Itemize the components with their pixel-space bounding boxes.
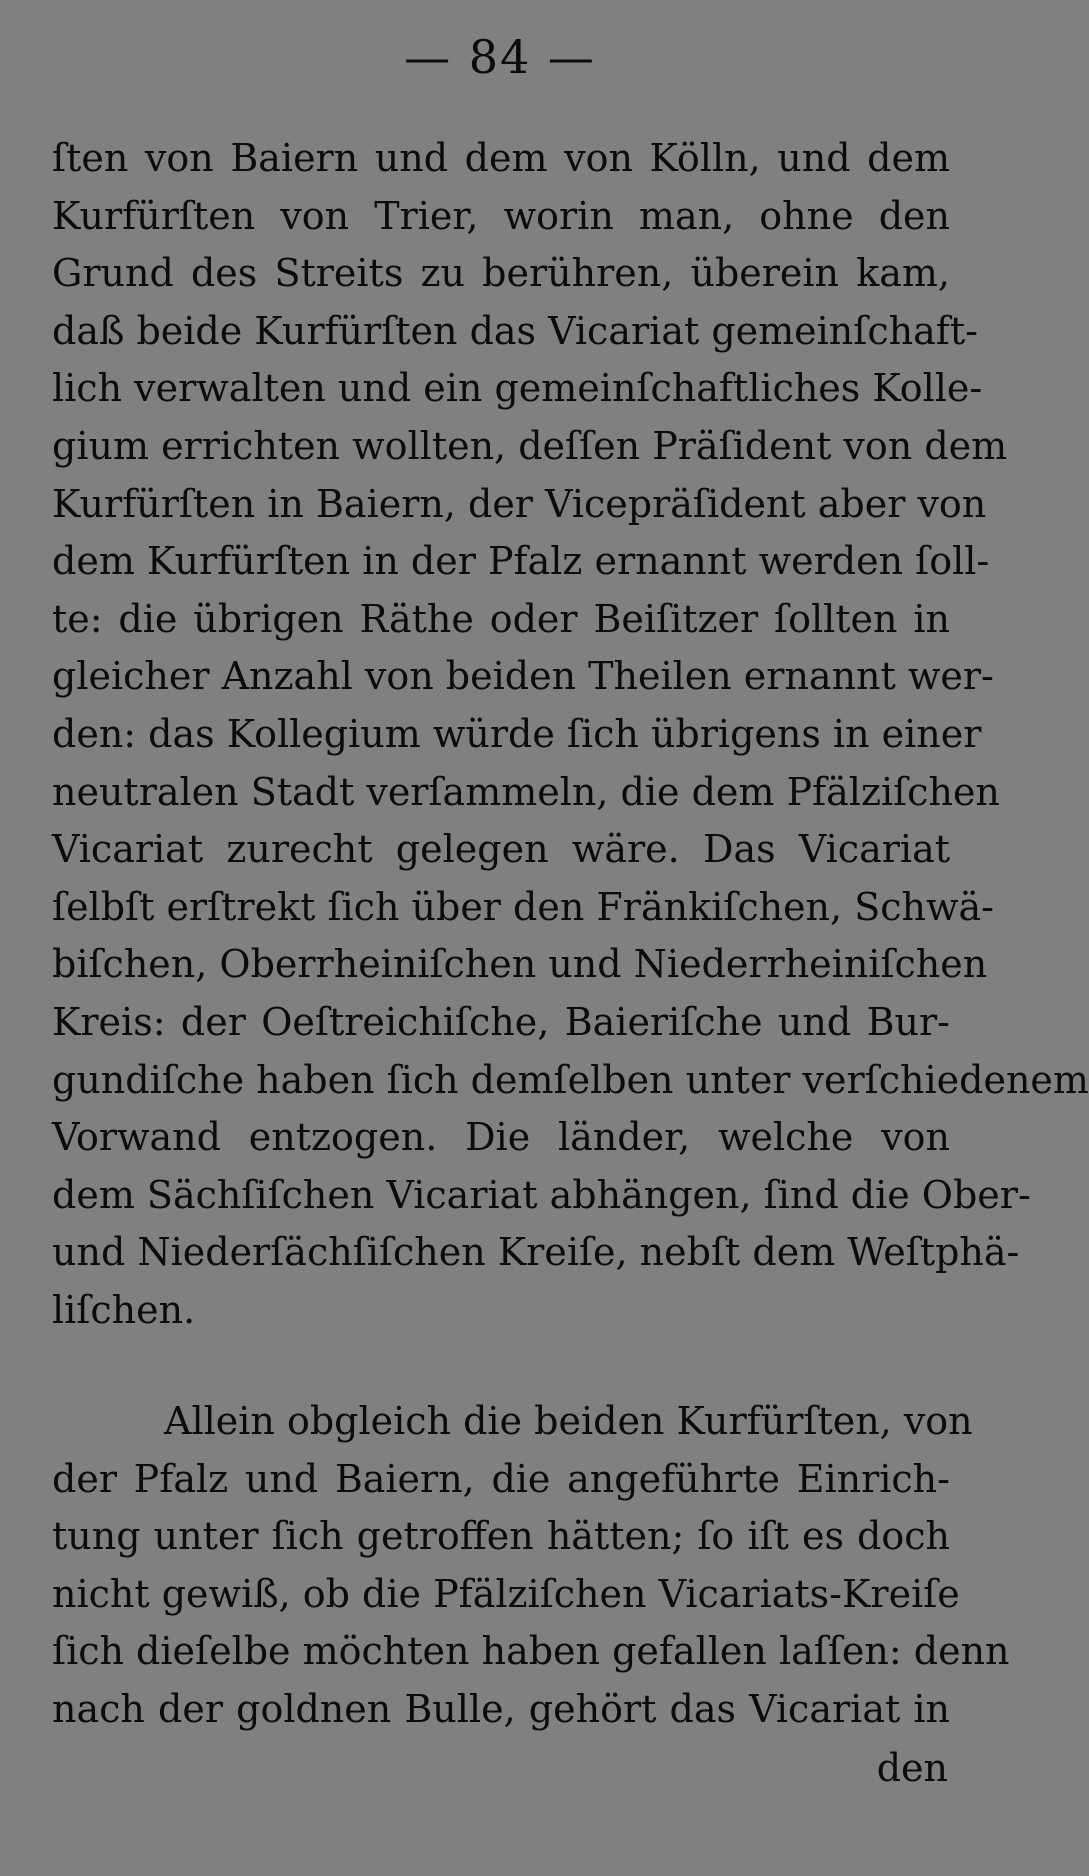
text-line: Grund des Streits zu berühren, überein kam, [52,251,950,296]
text-line: Vicariat zurecht gelegen wäre. Das Vicariat [52,827,950,872]
text-line: daß beide Kurfürſten das Vicariat gemeinſchaft- [52,308,978,353]
text-line: gium errichten wollten, deſſen Präſident von dem [52,423,1008,468]
text-line: lich verwalten und ein gemeinſchaftliches Kolle- [52,366,983,411]
text-line: tung unter ſich getroffen hätten; ſo iſt es doch [52,1514,950,1559]
text-line: nicht gewiß, ob die Pfälziſchen Vicariats-Kreiſe [52,1571,960,1616]
text-line: ſelbſt erſtrekt ſich über den Fränkiſchen, Schwä- [52,884,995,929]
text-line: den: das Kollegium würde ſich übrigens in einer [52,711,982,756]
text-line: biſchen, Oberrheiniſchen und Niederrheiniſchen [52,942,988,987]
text-line: dem Sächſiſchen Vicariat abhängen, ſind die Ober- [52,1172,1031,1217]
text-line: nach der goldnen Bulle, gehört das Vicariat in [52,1686,950,1731]
text-line: Kreis: der Oeſtreichiſche, Baieriſche und Bur- [52,999,950,1044]
text-line: Vorwand entzogen. Die länder, welche von [52,1115,950,1160]
text-line: ſich dieſelbe möchten haben gefallen laſſen: denn [52,1629,1010,1674]
text-line: ſten von Baiern und dem von Kölln, und dem [52,136,950,180]
text-line: und Niederſächſiſchen Kreiſe, nebſt dem Weſtphä- [52,1230,1020,1275]
text-line: Kurfürſten in Baiern, der Vicepräſident aber von [52,481,987,526]
text-line: neutralen Stadt verſammeln, die dem Pfälziſchen [52,769,1000,814]
text-line: te: die übrigen Räthe oder Beiſitzer ſollten in [52,596,950,641]
text-line: Allein obgleich die beiden Kurfürſten, von [164,1399,973,1443]
text-line: gleicher Anzahl von beiden Theilen ernannt wer- [52,654,994,699]
page-number: — 84 — [404,30,596,84]
text-line: liſchen. [52,1287,196,1332]
text-line: Kurfürſten von Trier, worin man, ohne den [52,193,950,238]
text-line: der Pfalz und Baiern, die angeführte Einrich- [52,1456,950,1501]
paragraph-1 [52,130,1089,1339]
text-line: dem Kurfürſten in der Pfalz ernannt werden ſoll- [52,539,990,584]
catchword: den [876,1746,948,1790]
paragraph-2 [52,1393,1010,1739]
text-line: gundiſche haben ſich demſelben unter verſchiedenem [52,1057,1089,1102]
